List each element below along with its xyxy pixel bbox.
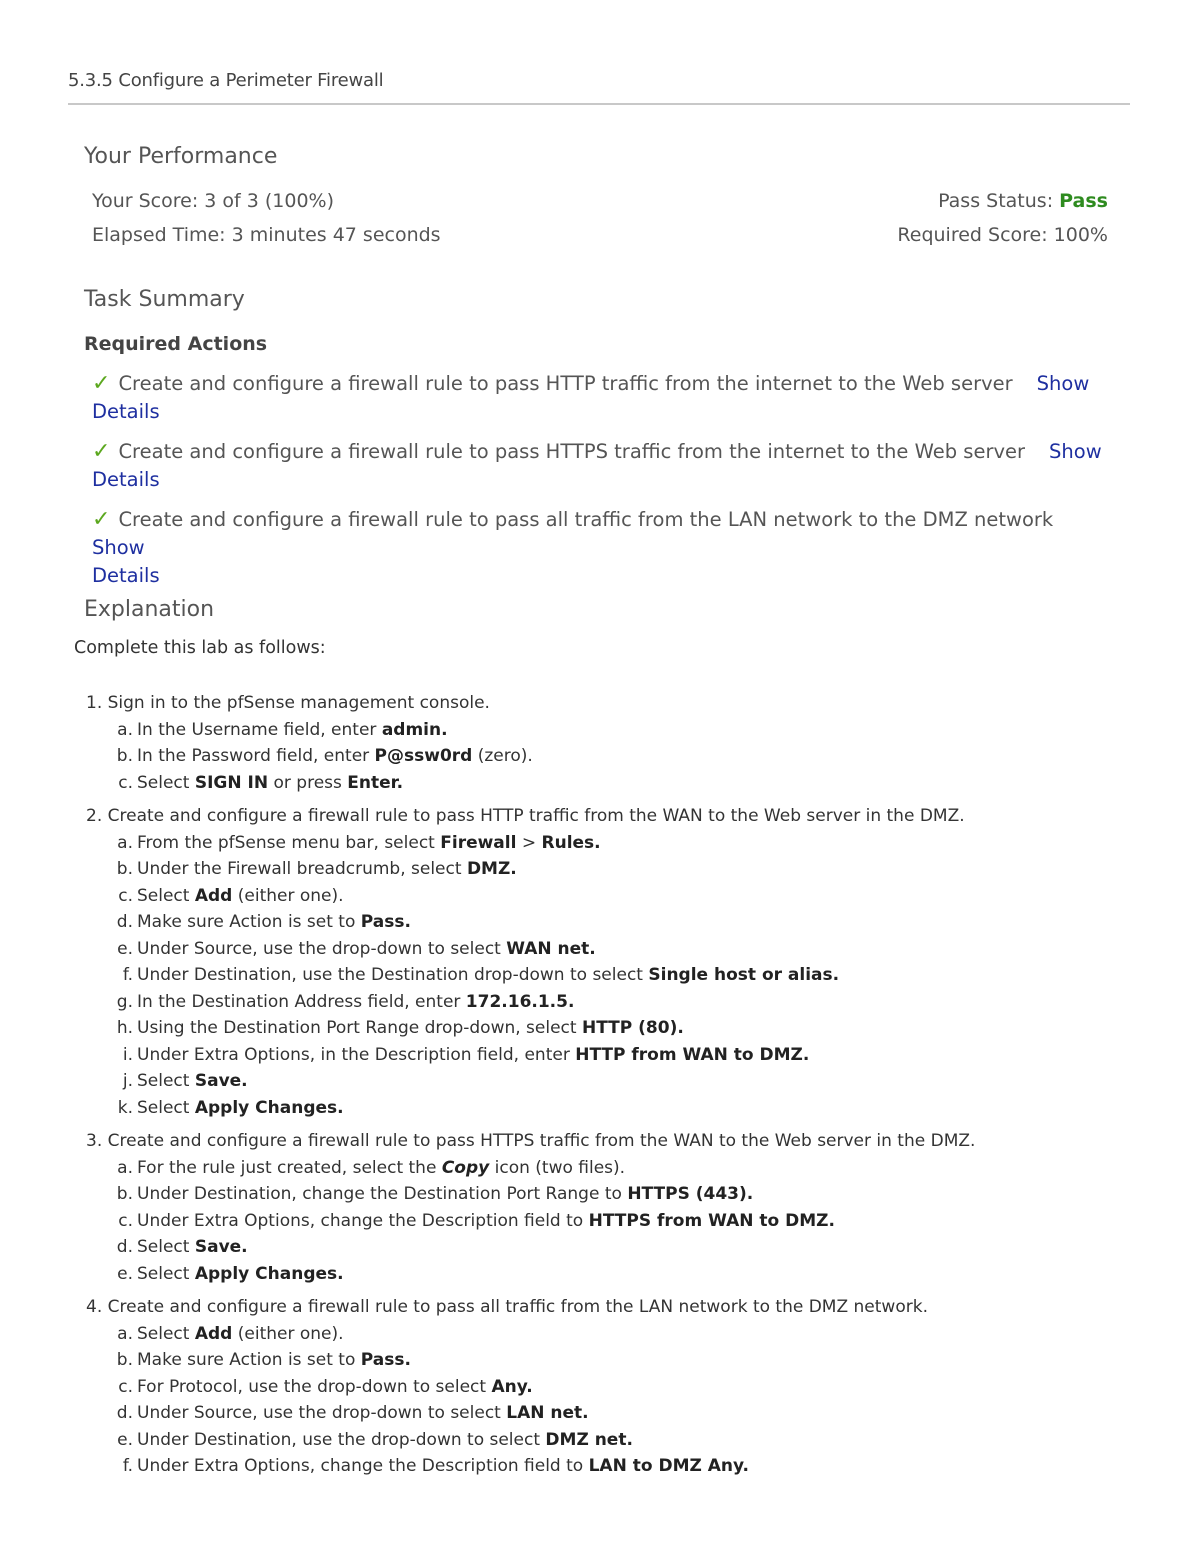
substep <box>86 962 1166 989</box>
substep-emphasis: LAN to DMZ Any. <box>588 1456 749 1476</box>
substep-letter: c. <box>118 1376 133 1397</box>
substep-letter: j. <box>122 1071 133 1091</box>
substep-text: Select <box>137 1071 195 1091</box>
required-actions-heading: Required Actions <box>84 333 268 355</box>
step-number: 4. <box>86 1297 108 1317</box>
substep-emphasis: HTTP from WAN to DMZ. <box>575 1044 810 1065</box>
substep-text: (either one). <box>232 885 344 906</box>
step-2 <box>86 803 1166 1121</box>
substep-letter: e. <box>117 938 133 959</box>
required-action-1: ✓ Create and configure a firewall rule to pass HTTP traffic from the internet to the Web server Show Details <box>92 371 1090 423</box>
substep-emphasis: P@ssw0rd <box>374 746 473 766</box>
pass-status-value: Pass <box>1059 190 1108 212</box>
substep-letter: f. <box>122 965 133 985</box>
substep <box>86 1347 1166 1374</box>
substep-emphasis: WAN net. <box>506 938 596 959</box>
substep-letter: e. <box>117 1263 133 1284</box>
substep <box>86 1400 1166 1427</box>
step-3 <box>86 1128 1166 1287</box>
substep-text: (zero). <box>472 746 533 766</box>
substep <box>86 1208 1166 1235</box>
substep-text: Using the Destination Port Range drop-down, select <box>137 1018 582 1038</box>
substep-emphasis: 172.16.1.5. <box>465 991 575 1012</box>
substep-emphasis: Enter. <box>347 772 404 793</box>
task-summary-heading: Task Summary <box>84 287 245 312</box>
substep-emphasis: admin. <box>381 719 448 740</box>
show-details-link-3[interactable]: Show Details <box>92 536 160 587</box>
substep-letter: a. <box>117 1157 133 1178</box>
substep-emphasis: Pass. <box>360 1350 411 1370</box>
substep-letter: b. <box>116 859 133 879</box>
substep-text: > <box>516 832 542 853</box>
substep-emphasis: Save. <box>194 1237 248 1257</box>
title-divider <box>68 103 1130 105</box>
substep <box>86 1015 1166 1042</box>
substep-text: Under Extra Options, change the Description field to <box>137 1456 589 1476</box>
substep-letter: b. <box>116 1184 133 1204</box>
show-details-link-2[interactable]: Show Details <box>92 440 1102 491</box>
step-description: Create and configure a firewall rule to pass HTTPS traffic from the WAN to the Web server in the DMZ. <box>107 1131 976 1151</box>
substep <box>86 1374 1166 1401</box>
substep-text: Under Extra Options, change the Description field to <box>137 1210 589 1231</box>
substep-letter: a. <box>117 832 133 853</box>
substep-text: From the pfSense menu bar, select <box>137 832 441 853</box>
substep <box>86 1042 1166 1069</box>
substep <box>86 909 1166 936</box>
substep-text: Under Destination, use the Destination drop-down to select <box>137 965 649 985</box>
substep-letter: g. <box>116 991 133 1012</box>
substep-emphasis: Pass. <box>360 912 411 932</box>
substep-letter: b. <box>116 1350 133 1370</box>
substep <box>86 883 1166 910</box>
substep-text: Make sure Action is set to <box>137 1350 361 1370</box>
step-4 <box>86 1294 1166 1480</box>
substep-text: For the rule just created, select the <box>137 1157 442 1178</box>
substep-emphasis: HTTP (80). <box>581 1018 684 1038</box>
check-icon: ✓ <box>92 371 111 396</box>
substep-letter: k. <box>117 1097 133 1118</box>
substep-letter: a. <box>117 1323 133 1344</box>
substep-text: Select <box>137 772 195 793</box>
step-description: Create and configure a firewall rule to pass all traffic from the LAN network to the DMZ network. <box>107 1297 928 1317</box>
required-action-3: ✓ Create and configure a firewall rule to pass all traffic from the LAN network to the DMZ networkShow Details <box>92 507 1054 587</box>
substep-text: Under Destination, use the drop-down to select <box>137 1429 546 1450</box>
substep <box>86 1155 1166 1182</box>
substep-text: or press <box>268 772 348 793</box>
show-details-link-1[interactable]: Show Details <box>92 372 1090 423</box>
substep <box>86 1095 1166 1122</box>
step-number: 3. <box>86 1131 108 1151</box>
substep <box>86 1453 1166 1480</box>
substep <box>86 1068 1166 1095</box>
substep <box>86 743 1166 770</box>
substep-text: Under Source, use the drop-down to select <box>137 1403 507 1423</box>
substep-text: Select <box>137 1097 195 1118</box>
step-number: 2. <box>86 806 108 826</box>
substep-letter: d. <box>116 1237 133 1257</box>
page-title: 5.3.5 Configure a Perimeter Firewall <box>68 70 384 91</box>
substep <box>86 830 1166 857</box>
substep-text: Under Destination, change the Destination Port Range to <box>137 1184 628 1204</box>
substep-emphasis: Save. <box>194 1071 248 1091</box>
substep <box>86 1261 1166 1288</box>
substep-text: Under Extra Options, in the Description field, enter <box>137 1044 576 1065</box>
substep-emphasis: Single host or alias. <box>648 965 840 985</box>
substep-text: Under Source, use the drop-down to select <box>137 938 507 959</box>
substep-text: icon (two files). <box>489 1157 626 1178</box>
substep-letter: i. <box>122 1044 133 1065</box>
required-score: Required Score: 100% <box>897 224 1108 246</box>
substep-text: (either one). <box>232 1323 344 1344</box>
score: Your Score: 3 of 3 (100%) <box>92 190 335 212</box>
substep-text: Select <box>137 885 195 906</box>
step-text <box>86 1294 1166 1321</box>
substep-text: Select <box>137 1237 195 1257</box>
performance-heading: Your Performance <box>84 144 278 169</box>
substep-letter: d. <box>116 1403 133 1423</box>
steps-list <box>86 690 1166 1487</box>
substep-letter: h. <box>116 1018 133 1038</box>
step-description: Create and configure a firewall rule to pass HTTP traffic from the WAN to the Web server in the DMZ. <box>107 806 965 826</box>
substep-emphasis: SIGN IN <box>194 772 269 793</box>
score-row <box>92 190 1108 212</box>
substep <box>86 856 1166 883</box>
substep-text: For Protocol, use the drop-down to select <box>137 1376 492 1397</box>
substep-emphasis: Apply Changes. <box>194 1263 344 1284</box>
substep <box>86 1181 1166 1208</box>
substep-letter: c. <box>118 885 133 906</box>
substep-emphasis: Add <box>194 885 233 906</box>
substep <box>86 1427 1166 1454</box>
substep-text: Make sure Action is set to <box>137 912 361 932</box>
substep-emphasis: Any. <box>491 1376 533 1397</box>
substep-emphasis: Firewall <box>440 832 517 853</box>
pass-status: Pass Status: Pass <box>938 190 1108 212</box>
step-description: Sign in to the pfSense management console. <box>107 693 490 713</box>
substep <box>86 989 1166 1016</box>
elapsed-row <box>92 224 1108 246</box>
check-icon: ✓ <box>92 439 111 464</box>
substep <box>86 936 1166 963</box>
substep-emphasis: Rules. <box>541 832 601 853</box>
step-1 <box>86 690 1166 796</box>
substep-letter: b. <box>116 746 133 766</box>
substep-text: In the Destination Address field, enter <box>137 991 466 1012</box>
explanation-intro: Complete this lab as follows: <box>74 638 326 658</box>
step-text <box>86 803 1166 830</box>
substep-emphasis: Copy <box>441 1157 490 1178</box>
substep-letter: e. <box>117 1429 133 1450</box>
substep-emphasis: HTTPS from WAN to DMZ. <box>588 1210 835 1231</box>
substep-letter: a. <box>117 719 133 740</box>
substep-text: In the Username field, enter <box>137 719 382 740</box>
substep-emphasis: LAN net. <box>506 1403 589 1423</box>
substep-letter: c. <box>118 1210 133 1231</box>
substep <box>86 1321 1166 1348</box>
substep-letter: c. <box>118 772 133 793</box>
substep-emphasis: DMZ. <box>466 859 517 879</box>
required-action-2: ✓ Create and configure a firewall rule to pass HTTPS traffic from the internet to the Web server Show Details <box>92 439 1102 491</box>
explanation-heading: Explanation <box>84 597 215 622</box>
elapsed-time: Elapsed Time: 3 minutes 47 seconds <box>92 224 441 246</box>
substep <box>86 1234 1166 1261</box>
substep-text: Select <box>137 1263 195 1284</box>
substep <box>86 770 1166 797</box>
substep-letter: d. <box>116 912 133 932</box>
substep-emphasis: HTTPS (443). <box>627 1184 754 1204</box>
substep-letter: f. <box>122 1456 133 1476</box>
step-number: 1. <box>86 693 108 713</box>
check-icon: ✓ <box>92 507 111 532</box>
substep-emphasis: Apply Changes. <box>194 1097 344 1118</box>
substep-text: In the Password field, enter <box>137 746 375 766</box>
substep-text: Select <box>137 1323 195 1344</box>
substep <box>86 717 1166 744</box>
substep-emphasis: Add <box>194 1323 233 1344</box>
step-text <box>86 690 1166 717</box>
substep-emphasis: DMZ net. <box>545 1429 633 1450</box>
step-text <box>86 1128 1166 1155</box>
substep-text: Under the Firewall breadcrumb, select <box>137 859 467 879</box>
